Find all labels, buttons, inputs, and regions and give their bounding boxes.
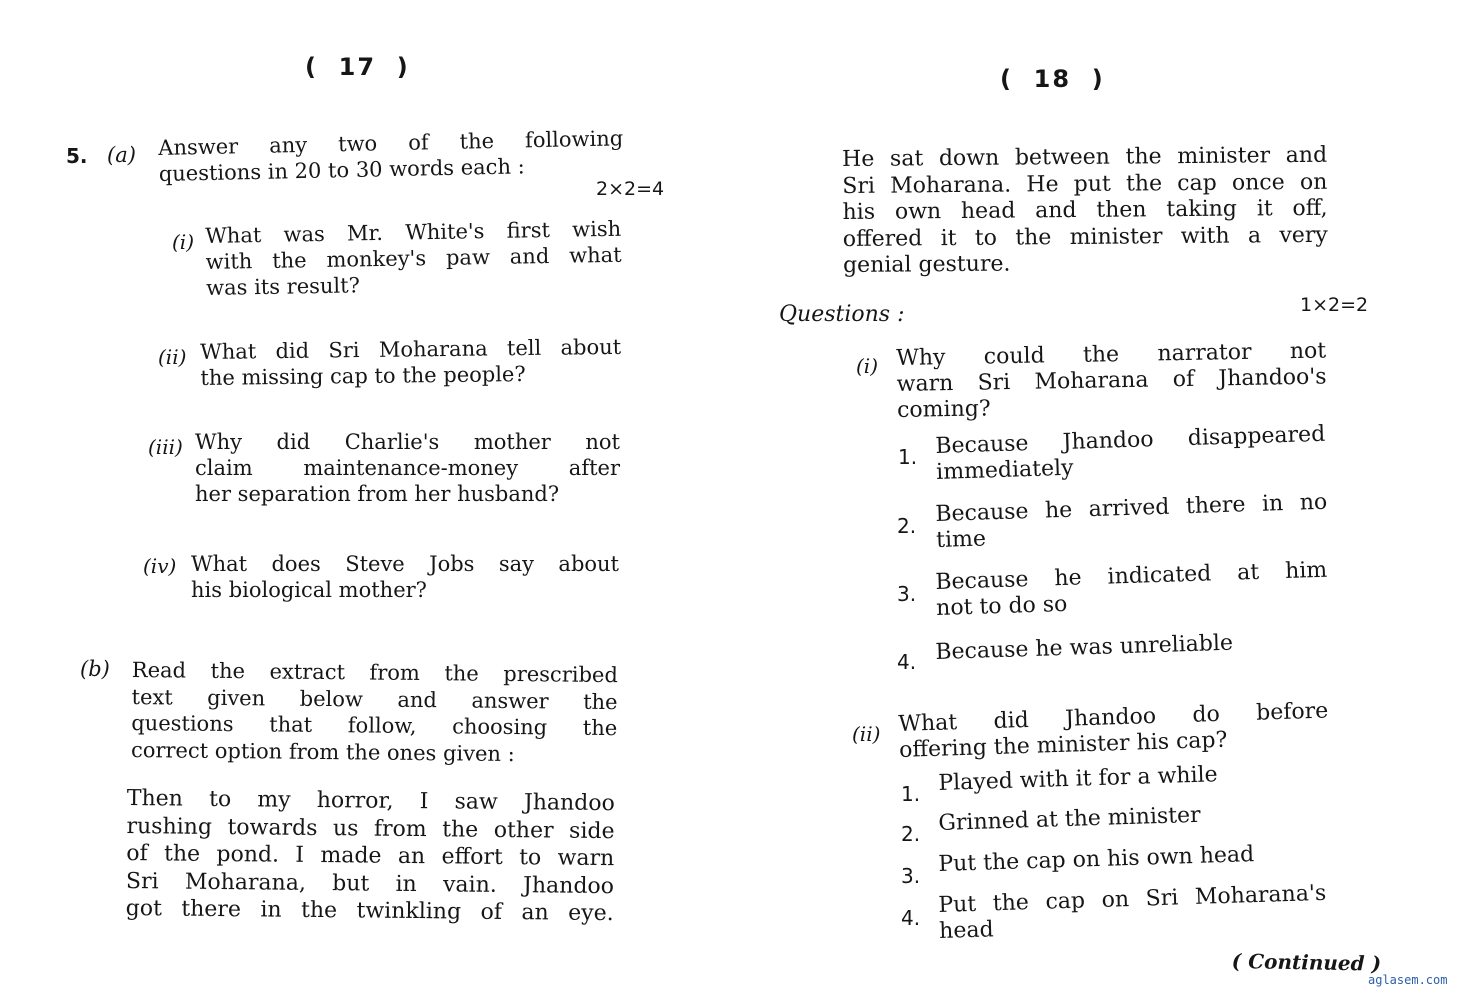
question-line: the missing cap to the people? — [200, 362, 526, 390]
option-number: 4. — [897, 650, 917, 674]
continued-label: ( Continued ) — [1231, 948, 1382, 976]
option-number: 3. — [897, 582, 917, 606]
roman-numeral: (i) — [172, 230, 195, 254]
instruction-line: questions in 20 to 30 words each : — [158, 154, 525, 186]
option-line: Because Jhandoo disappeared — [935, 421, 1326, 459]
extract-line: genial gesture. — [842, 251, 1011, 278]
option-number: 2. — [901, 822, 921, 846]
instruction-line: correct option from the ones given : — [130, 737, 515, 766]
option-line: Put the cap on his own head — [938, 842, 1255, 877]
marks-label: 1×2=2 — [1300, 294, 1369, 316]
option-text — [935, 558, 1328, 622]
option-text — [938, 881, 1327, 945]
question-line: What was Mr. White's first wish — [205, 216, 622, 248]
questions-label: Questions : — [779, 302, 905, 327]
page-number-right: ( 18 ) — [1000, 65, 1105, 93]
question-line: offering the minister his cap? — [898, 727, 1228, 763]
roman-numeral: (iii) — [148, 435, 183, 459]
question-line: warn Sri Moharana of Jhandoo's — [896, 364, 1327, 397]
question-number: 5. — [66, 144, 88, 168]
question-line: Why could the narrator not — [896, 338, 1327, 371]
option-number: 4. — [901, 906, 921, 930]
option-text — [938, 762, 1218, 797]
option-line: Because he indicated at him — [935, 557, 1328, 595]
marks-label: 2×2=4 — [596, 178, 665, 200]
option-line: Because he arrived there in no — [935, 489, 1328, 527]
extract-line: Sri Moharana. He put the cap once on — [842, 169, 1328, 199]
question-text — [200, 334, 622, 391]
question-line: her separation from her husband? — [195, 482, 560, 506]
extract-passage — [126, 785, 615, 928]
question-line: his biological mother? — [191, 578, 427, 602]
extract-line: rushing towards us from the other side — [126, 813, 615, 844]
roman-numeral: (i) — [856, 354, 879, 378]
question-line: was its result? — [205, 273, 361, 300]
option-text — [935, 631, 1233, 666]
option-line: time — [935, 526, 987, 553]
question-line: claim maintenance-money after — [195, 456, 620, 480]
question-text — [205, 216, 622, 301]
option-line: Grinned at the minister — [938, 802, 1201, 836]
question-line: with the monkey's paw and what — [205, 242, 622, 274]
part-a-label: (a) — [107, 143, 136, 167]
instruction-line: questions that follow, choosing the — [131, 710, 618, 741]
extract-line: offered it to the minister with a very — [842, 222, 1328, 252]
option-line: Played with it for a while — [938, 762, 1218, 796]
question-line: What did Jhandoo do before — [898, 698, 1329, 737]
roman-numeral: (ii) — [852, 722, 881, 746]
option-number: 1. — [901, 782, 921, 806]
option-line: head — [938, 917, 994, 944]
option-number: 2. — [897, 514, 917, 538]
page-number-left: ( 17 ) — [305, 53, 410, 81]
extract-continuation — [842, 143, 1328, 280]
extract-line: Sri Moharana, but in vain. Jhandoo — [125, 868, 615, 899]
part-a-instruction — [158, 125, 624, 187]
question-text — [195, 429, 620, 507]
option-line: Put the cap on Sri Moharana's — [938, 880, 1327, 918]
option-text — [938, 803, 1201, 837]
extract-line: He sat down between the minister and — [842, 142, 1328, 172]
option-line: Because he was unreliable — [935, 630, 1234, 665]
roman-numeral: (iv) — [143, 554, 177, 578]
part-b-instruction — [131, 657, 618, 768]
extract-line: his own head and then taking it off, — [842, 195, 1328, 225]
roman-numeral: (ii) — [158, 345, 187, 369]
option-line: not to do so — [935, 591, 1068, 621]
question-text — [191, 551, 619, 603]
question-line: Why did Charlie's mother not — [195, 430, 620, 454]
watermark: aglasem.com — [1368, 973, 1448, 987]
option-number: 1. — [898, 445, 918, 469]
option-text — [935, 490, 1328, 554]
option-line: immediately — [935, 455, 1074, 485]
question-line: What did Sri Moharana tell about — [200, 334, 622, 364]
extract-line: got there in the twinkling of an eye. — [125, 895, 614, 927]
instruction-line: text given below and answer the — [131, 684, 618, 714]
question-line: coming? — [896, 396, 991, 423]
instruction-line: Answer any two of the following — [158, 126, 624, 160]
extract-line: Then to my horror, I saw Jhandoo — [126, 785, 615, 817]
question-text — [896, 338, 1327, 423]
instruction-line: Read the extract from the prescribed — [131, 657, 618, 688]
part-b-label: (b) — [80, 657, 110, 681]
question-text — [898, 698, 1329, 763]
option-text — [938, 842, 1255, 878]
question-line: What does Steve Jobs say about — [191, 552, 619, 576]
option-number: 3. — [901, 864, 921, 888]
option-text — [935, 422, 1326, 486]
extract-line: of the pond. I made an effort to warn — [126, 840, 615, 872]
